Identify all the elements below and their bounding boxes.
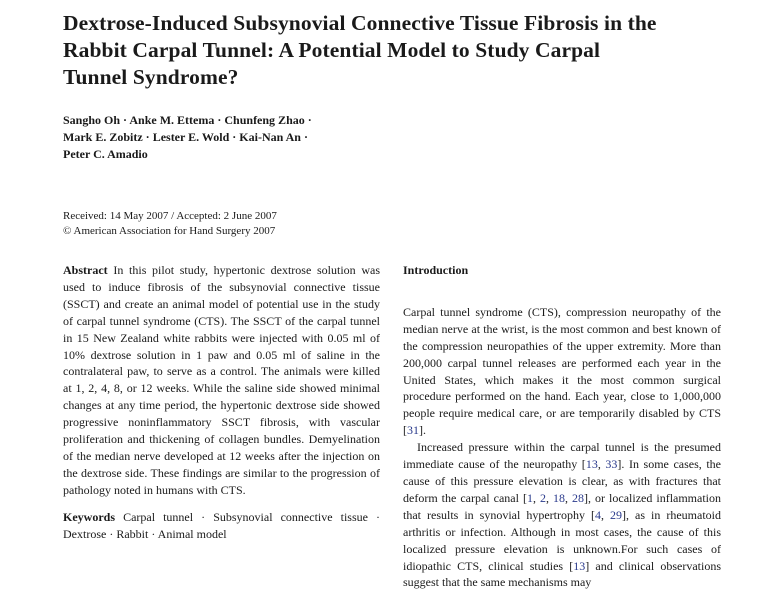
abstract-label: Abstract <box>63 263 108 277</box>
keywords-label: Keywords <box>63 509 115 524</box>
paragraph-text: Increased pressure within the carpal tunnel is the presumed immediate cause of the neuropathy [ <box>403 440 721 472</box>
paragraph-text: , <box>597 457 606 472</box>
left-column <box>63 262 380 543</box>
introduction-heading: Introduction <box>403 263 469 277</box>
article-title: Dextrose-Induced Subsynovial Connective Tissue Fibrosis in the Rabbit Carpal Tunnel: A Potential Model to Study Carpal Tunnel Syndrome? <box>63 11 657 89</box>
abstract <box>63 262 380 499</box>
citation-link[interactable]: 4 <box>595 507 601 522</box>
copyright-line: © American Association for Hand Surgery 2007 <box>63 224 276 237</box>
author-name: Chunfeng Zhao <box>224 113 305 127</box>
citation-link[interactable]: 2 <box>540 490 546 505</box>
intro-paragraph-1 <box>403 304 721 439</box>
citation-link[interactable]: 31 <box>407 423 419 438</box>
received-dates: Received: 14 May 2007 / Accepted: 2 June 2007 <box>63 210 277 222</box>
citation-link[interactable]: 28 <box>572 490 585 505</box>
paragraph-text: , <box>565 490 573 505</box>
citation-link[interactable]: 33 <box>605 457 618 472</box>
citation-link[interactable]: 18 <box>553 490 566 505</box>
author-name: Sangho Oh <box>63 113 121 127</box>
citation-link[interactable]: 1 <box>526 490 533 505</box>
author-name: Kai-Nan An <box>239 130 301 144</box>
paragraph-text: Carpal tunnel syndrome (CTS), compression neuropathy of the median nerve at the wrist, is the most common and best known of the compression neuropathies of the upper extremity. More than 200,000 carpal tunnel releases are performed each year in the United States, which makes it the most common surgical procedure performed on the hand. Each year, close to 1,000,000 people require medical care, or are temporarily disabled by CTS [ <box>403 304 721 438</box>
author-name: Lester E. Wold <box>152 130 230 144</box>
intro-paragraph-2 <box>403 439 721 591</box>
paragraph-text: ]. In some cases, the cause of this pressure elevation is clear, as with fractures that deform the carpal canal [ <box>403 457 721 505</box>
paragraph-text: ], or localized inflammation that results in synovial hypertrophy [ <box>403 490 722 522</box>
author-name: Mark E. Zobitz <box>63 130 143 144</box>
author-name: Anke M. Ettema <box>129 113 215 127</box>
citation-link[interactable]: 13 <box>585 457 598 472</box>
paragraph-text: ], as in rheumatoid arthritis or infection. Although in most cases, the cause of this localized pressure elevation is unknown.For such cases of idiopathic CTS, clinical studies [ <box>403 507 722 573</box>
author-name: Peter C. Amadio <box>63 147 148 161</box>
keywords-text: Carpal tunnel · Subsynovial connective tissue · Dextrose · Rabbit · Animal model <box>63 509 381 541</box>
keywords <box>63 509 380 543</box>
author-list: Sangho Oh · Anke M. Ettema · Chunfeng Zhao · Mark E. Zobitz · Lester E. Wold · Kai-Nan An · Peter C. Amadio <box>63 113 312 161</box>
right-column <box>403 262 721 591</box>
article-meta <box>63 209 383 238</box>
paragraph-text: ]. <box>419 423 426 438</box>
abstract-text: In this pilot study, hypertonic dextrose solution was used to induce fibrosis of the subsynovial connective tissue (SSCT) and create an animal model of potential use in the study of carpal tunnel syndrome (CTS). The SSCT of the carpal tunnel in 15 New Zealand white rabbits were injected with 0.05 ml of 10% dextrose solution in 1 paw and 0.05 ml of saline in the contralateral paw, to serve as a control. The animals were killed at 1, 2, 4, 8, or 12 weeks. While the saline side showed minimal changes at any time period, the hypertonic dextrose side showed progressive noninflammatory SSCT fibrosis, with vascular proliferation and thickening of collagen bundles. Demyelination of the median nerve developed at 12 weeks after the injection on the dextrose side. These findings are similar to the progression of pathology noted in humans with CTS. <box>63 263 380 497</box>
paragraph-text: , <box>546 490 554 505</box>
paragraph-text: , <box>601 507 611 522</box>
paragraph-text: , <box>532 490 540 505</box>
paragraph-text: ] and clinical observations suggest that the same mechanisms may <box>403 558 721 590</box>
citation-link[interactable]: 29 <box>610 507 623 522</box>
citation-link[interactable]: 13 <box>573 558 586 573</box>
